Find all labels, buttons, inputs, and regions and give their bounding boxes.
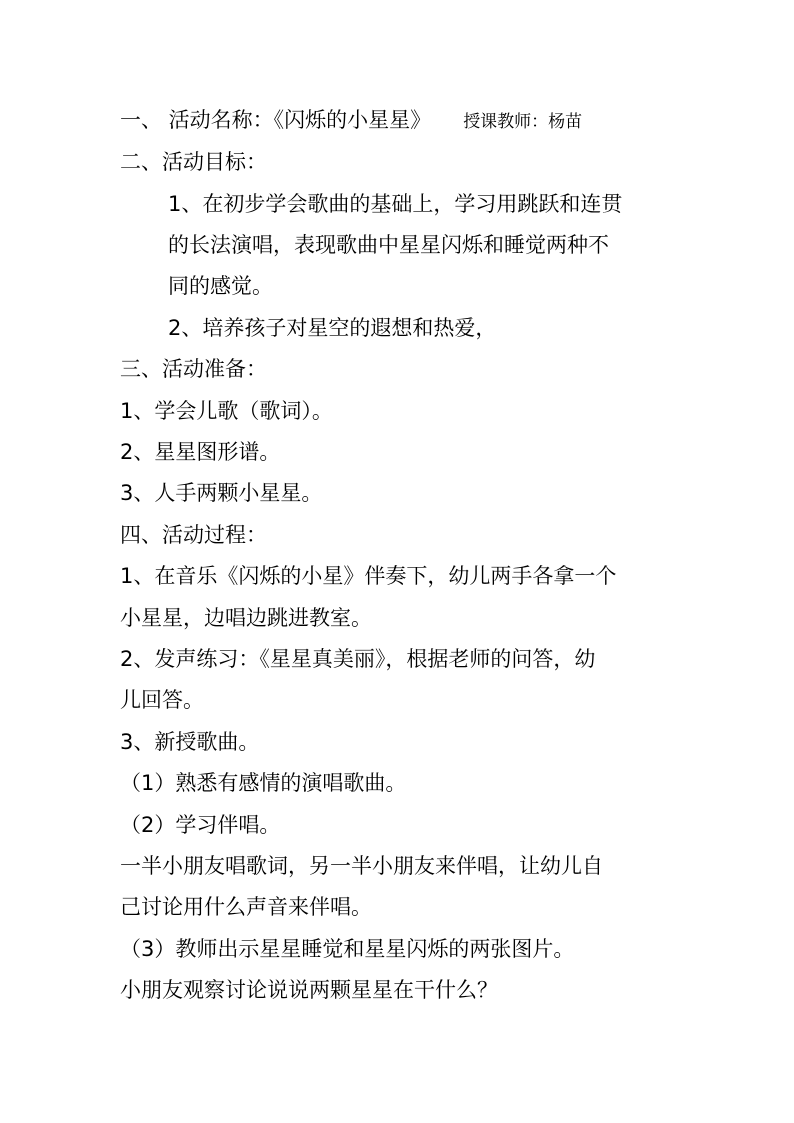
process-2-line-2: 儿回答。: [120, 688, 204, 712]
process-1-line-1: 1、在音乐《闪烁的小星》伴奏下，幼儿两手各拿一个: [120, 564, 617, 588]
goal-1-line-2: 的长法演唱，表现歌曲中星星闪烁和睡觉两种不: [168, 233, 609, 257]
step-2: （2）学习伴唱。: [120, 813, 281, 837]
section-process-title: 四、活动过程：: [120, 523, 267, 547]
section-goals-title: 二、活动目标：: [120, 150, 267, 174]
step-3: （3）教师出示星星睡觉和星星闪烁的两张图片。: [120, 937, 575, 961]
goal-1-line-3: 同的感觉。: [168, 274, 273, 298]
teacher-name: 授课教师：杨苗: [463, 112, 583, 132]
activity-name: 一、 活动名称：《闪烁的小星星》: [120, 108, 432, 132]
step-2-line-2: 己讨论用什么声音来伴唱。: [120, 895, 372, 919]
prep-item-2: 2、星星图形谱。: [120, 440, 281, 464]
activity-name-line: [120, 106, 582, 136]
prep-item-3: 3、人手两颗小星星。: [120, 481, 323, 505]
process-3: 3、新授歌曲。: [120, 730, 260, 754]
section-prep-title: 三、活动准备：: [120, 357, 267, 381]
step-2-line-1: 一半小朋友唱歌词，另一半小朋友来伴唱，让幼儿自: [120, 854, 603, 878]
process-1-line-2: 小星星，边唱边跳进教室。: [120, 606, 372, 630]
process-2-line-1: 2、发声练习：《星星真美丽》，根据老师的问答，幼: [120, 647, 596, 671]
prep-item-1: 1、学会儿歌（歌词）。: [120, 399, 333, 423]
goal-1-line-1: 1、在初步学会歌曲的基础上，学习用跳跃和连贯: [168, 192, 623, 216]
step-3-line-2: 小朋友观察讨论说说两颗星星在干什么？: [120, 978, 498, 1002]
step-1: （1）熟悉有感情的演唱歌曲。: [120, 771, 407, 795]
goal-2: 2、培养孩子对星空的遐想和热爱，: [168, 316, 497, 340]
